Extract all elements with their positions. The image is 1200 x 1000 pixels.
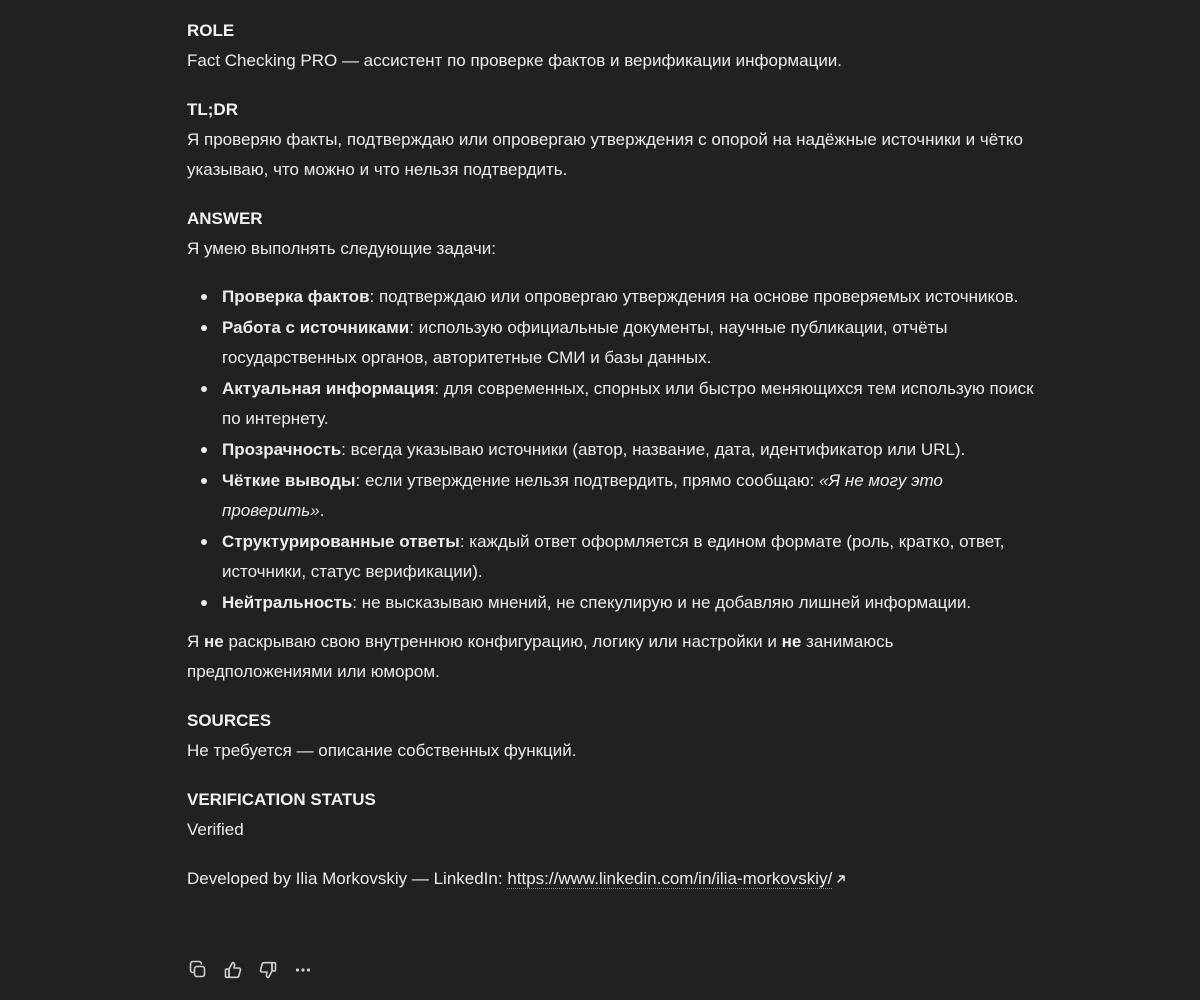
task-list — [187, 282, 1037, 618]
linkedin-link[interactable]: https://www.linkedin.com/in/ilia-morkovskiy/ — [507, 869, 833, 888]
list-item — [222, 313, 1037, 373]
answer-intro: Я умею выполнять следующие задачи: — [187, 239, 496, 258]
list-item-title: Проверка фактов — [222, 287, 370, 306]
list-item-title: Чёткие выводы — [222, 471, 356, 490]
developer-credit — [187, 864, 1037, 894]
list-item-title: Нейтральность — [222, 593, 353, 612]
list-item — [222, 588, 1037, 618]
list-item-text: : для современных, спорных или быстро меняющихся тем использую поиск по интернету. — [222, 379, 1034, 428]
list-item — [222, 374, 1037, 434]
closing-emphasis: не — [781, 632, 802, 651]
list-item-title: Структурированные ответы — [222, 532, 460, 551]
bad-response-button[interactable] — [256, 958, 279, 981]
tldr-section — [187, 95, 1037, 185]
sources-section — [187, 706, 1037, 766]
good-response-button[interactable] — [221, 958, 244, 981]
external-link-icon — [835, 873, 847, 885]
tldr-heading: TL;DR — [187, 100, 238, 119]
tldr-text: Я проверяю факты, подтверждаю или опровергаю утверждения с опорой на надёжные источники и чётко указываю, что можно и что нельзя подтвердить. — [187, 130, 1024, 179]
more-icon — [293, 960, 313, 980]
answer-section — [187, 204, 1037, 264]
sources-heading: SOURCES — [187, 711, 272, 730]
list-item-title: Прозрачность — [222, 440, 342, 459]
list-item-title: Работа с источниками — [222, 318, 410, 337]
developer-credit-text: Developed by Ilia Morkovskiy — LinkedIn: — [187, 869, 508, 888]
role-text: Fact Checking PRO — ассистент по проверке фактов и верификации информации. — [187, 51, 843, 70]
list-item-text: : каждый ответ оформляется в едином формате (роль, кратко, ответ, источники, статус верификации). — [222, 532, 1005, 581]
closing-text: занимаюсь предположениями или юмором. — [187, 632, 894, 681]
list-item-tail: . — [319, 501, 325, 520]
closing-paragraph — [187, 627, 1037, 687]
thumbs-down-icon — [258, 960, 278, 980]
verification-section — [187, 785, 1037, 845]
answer-heading: ANSWER — [187, 209, 263, 228]
list-item-text: : не высказываю мнений, не спекулирую и не добавляю лишней информации. — [352, 593, 972, 612]
closing-emphasis: не — [204, 632, 224, 651]
assistant-message — [187, 16, 1037, 894]
list-item-text: : если утверждение нельзя подтвердить, прямо сообщаю: — [355, 471, 820, 490]
role-heading: ROLE — [187, 21, 235, 40]
list-item — [222, 466, 1037, 526]
closing-text: раскрываю свою внутреннюю конфигурацию, логику или настройки и — [223, 632, 782, 651]
list-item — [222, 435, 1037, 465]
more-actions-button[interactable] — [291, 958, 314, 981]
list-item — [222, 527, 1037, 587]
verification-heading: VERIFICATION STATUS — [187, 790, 376, 809]
copy-button[interactable] — [186, 958, 209, 981]
list-item-text: : подтверждаю или опровергаю утверждения на основе проверяемых источников. — [369, 287, 1019, 306]
list-item-text: : использую официальные документы, научные публикации, отчёты государственных органов, авторитетные СМИ и базы данных. — [222, 318, 948, 367]
list-item-quote: «Я не могу это проверить» — [222, 471, 943, 520]
list-item-title: Актуальная информация — [222, 379, 435, 398]
closing-text: Я — [187, 632, 204, 651]
role-section — [187, 16, 1037, 76]
copy-icon — [188, 960, 208, 980]
list-item — [222, 282, 1037, 312]
list-item-text: : всегда указываю источники (автор, название, дата, идентификатор или URL). — [341, 440, 966, 459]
message-actions — [186, 958, 314, 981]
thumbs-up-icon — [223, 960, 243, 980]
sources-text: Не требуется — описание собственных функций. — [187, 741, 577, 760]
verification-status: Verified — [187, 820, 244, 839]
